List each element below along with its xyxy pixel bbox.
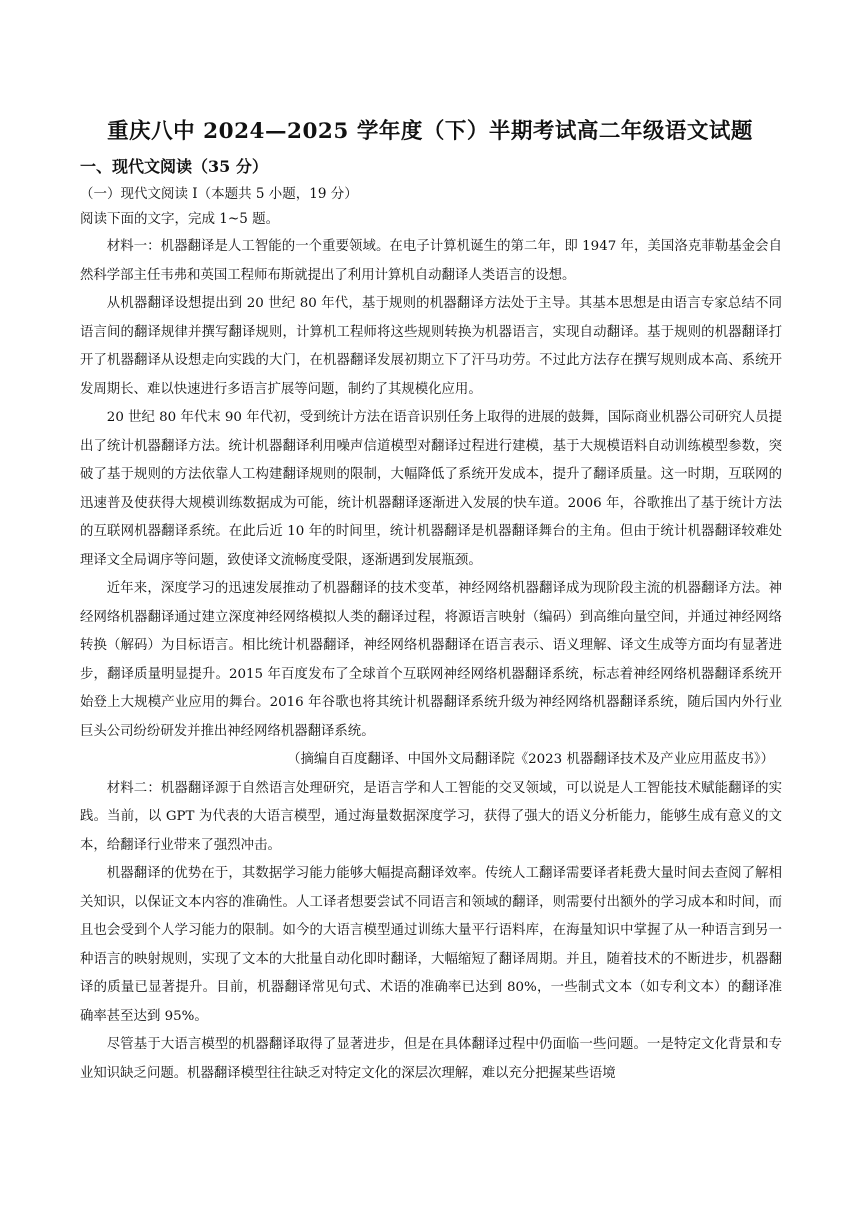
exam-title: 重庆八中 2024—2025 学年度（下）半期考试高二年级语文试题 (107, 119, 753, 144)
reading-passage (80, 233, 782, 1088)
subsection-heading: （一）现代文阅读 I（本题共 5 小题，19 分） (80, 186, 358, 202)
paragraph-material-two-intro: 材料二：机器翻译源于自然语言处理研究，是语言学和人工智能的交叉领域，可以说是人工智能技术赋能翻译的实践。当前，以 GPT 为代表的大语言模型，通过海量数据深度学习，获得了强大的语义分析能力，能够生成有意义的文本，给翻译行业带来了强烈冲击。 (80, 780, 782, 853)
source-citation: （摘编自百度翻译、中国外文局翻译院《2023 机器翻译技术及产业应用蓝皮书》） (287, 752, 774, 767)
paragraph-rule-based: 从机器翻译设想提出到 20 世纪 80 年代，基于规则的机器翻译方法处于主导。其基本思想是由语言专家总结不同语言间的翻译规律并撰写翻译规则，计算机工程师将这些规则转换为机器语言，实现自动翻译。基于规则的机器翻译打开了机器翻译从设想走向实践的大门，在机器翻译发展初期立下了汗马功劳。不过此方法存在撰写规则成本高、系统开发周期长、难以快速进行多语言扩展等问题，制约了其规模化应用。 (80, 296, 782, 397)
paragraph-problems: 尽管基于大语言模型的机器翻译取得了显著进步，但是在具体翻译过程中仍面临一些问题。一是特定文化背景和专业知识缺乏问题。机器翻译模型往往缺乏对特定文化的深层次理解，难以充分把握某些语境 (80, 1037, 782, 1081)
paragraph-material-one-intro: 材料一：机器翻译是人工智能的一个重要领域。在电子计算机诞生的第二年，即 1947 年，美国洛克菲勒基金会自然科学部主任韦弗和英国工程师布斯就提出了利用计算机自动翻译人类语言的设想。 (80, 239, 782, 283)
paragraph-advantages: 机器翻译的优势在于，其数据学习能力能够大幅提高翻译效率。传统人工翻译需要译者耗费大量时间去查阅了解相关知识，以保证文本内容的准确性。人工译者想要尝试不同语言和领域的翻译，则需要付出额外的学习成本和时间，而且也会受到个人学习能力的限制。如今的大语言模型通过训练大量平行语料库，在海量知识中掌握了从一种语言到另一种语言的映射规则，实现了文本的大批量自动化即时翻译，大幅缩短了翻译周期。并且，随着技术的不断进步，机器翻译的质量已显著提升。目前，机器翻译常见句式、术语的准确率已达到 80%，一些制式文本（如专利文本）的翻译准确率甚至达到 95%。 (80, 866, 782, 1024)
paragraph-neural: 近年来，深度学习的迅速发展推动了机器翻译的技术变革，神经网络机器翻译成为现阶段主流的机器翻译方法。神经网络机器翻译通过建立深度神经网络模拟人类的翻译过程，将源语言映射（编码）到高维向量空间，并通过神经网络转换（解码）为目标语言。相比统计机器翻译，神经网络机器翻译在语言表示、语义理解、译文生成等方面均有显著进步，翻译质量明显提升。2015 年百度发布了全球首个互联网神经网络机器翻译系统，标志着神经网络机器翻译系统开始登上大规模产业应用的舞台。2016 年谷歌也将其统计机器翻译系统升级为神经网络机器翻译系统，随后国内外行业巨头公司纷纷研发并推出神经网络机器翻译系统。 (80, 581, 782, 739)
section-heading: 一、现代文阅读（35 分） (80, 157, 268, 176)
paragraph-statistical: 20 世纪 80 年代末 90 年代初，受到统计方法在语音识别任务上取得的进展的鼓舞，国际商业机器公司研究人员提出了统计机器翻译方法。统计机器翻译利用噪声信道模型对翻译过程进行建模，基于大规模语料自动训练模型参数，突破了基于规则的方法依靠人工构建翻译规则的限制，大幅降低了系统开发成本，提升了翻译质量。这一时期，互联网的迅速普及使获得大规模训练数据成为可能，统计机器翻译逐渐进入发展的快车道。2006 年，谷歌推出了基于统计方法的互联网机器翻译系统。在此后近 10 年的时间里，统计机器翻译是机器翻译舞台的主角。但由于统计机器翻译较难处理译文全局调序等问题，致使译文流畅度受限，逐渐遇到发展瓶颈。 (80, 410, 782, 568)
reading-instruction: 阅读下面的文字，完成 1~5 题。 (80, 211, 280, 227)
